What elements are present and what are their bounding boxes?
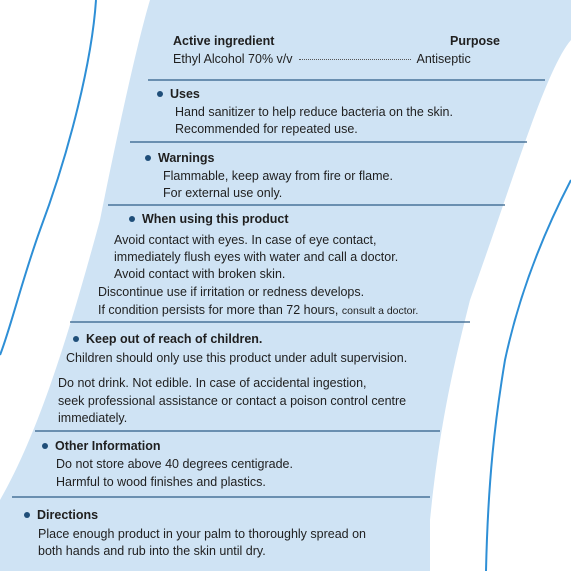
warnings-line: Flammable, keep away from fire or flame. xyxy=(163,169,393,183)
uses-line: Recommended for repeated use. xyxy=(175,122,358,136)
when-using-line: Discontinue use if irritation or redness develops. xyxy=(98,285,365,299)
children-line: seek professional assistance or contact a poison control centre xyxy=(58,394,407,408)
bullet-icon xyxy=(73,336,79,342)
bullet-icon xyxy=(129,216,135,222)
bullet-icon xyxy=(157,91,163,97)
other-info-line: Harmful to wood finishes and plastics. xyxy=(56,475,266,489)
uses-title: Uses xyxy=(157,86,200,103)
ingredient-name: Ethyl Alcohol 70% v/v xyxy=(173,52,293,66)
right-outline-curve xyxy=(486,180,571,571)
active-ingredient-heading: Active ingredient xyxy=(173,34,275,48)
bullet-icon xyxy=(145,155,151,161)
warnings-line: For external use only. xyxy=(163,186,283,200)
directions-line: Place enough product in your palm to thoroughly spread on xyxy=(38,527,366,541)
bullet-icon xyxy=(42,443,48,449)
when-using-title: When using this product xyxy=(129,211,289,228)
directions-title: Directions xyxy=(24,507,98,524)
when-using-line: immediately flush eyes with water and call a doctor. xyxy=(114,250,399,264)
uses-line: Hand sanitizer to help reduce bacteria on the skin. xyxy=(175,105,453,119)
children-line: Children should only use this product under adult supervision. xyxy=(66,351,408,365)
other-info-line: Do not store above 40 degrees centigrade. xyxy=(56,457,293,471)
warnings-title: Warnings xyxy=(145,150,214,167)
children-title: Keep out of reach of children. xyxy=(73,331,262,348)
children-line: Do not drink. Not edible. In case of accidental ingestion, xyxy=(58,376,367,390)
when-using-line: If condition persists for more than 72 hours, consult a doctor. xyxy=(98,303,419,317)
purpose-heading: Purpose xyxy=(450,34,501,48)
other-info-title: Other Information xyxy=(42,438,161,455)
when-using-line: Avoid contact with broken skin. xyxy=(114,267,286,281)
consult-doctor-text: consult a doctor. xyxy=(341,305,419,317)
directions-line: both hands and rub into the skin until dry. xyxy=(38,544,266,558)
ingredient-line xyxy=(173,51,471,68)
ingredient-purpose: Antiseptic xyxy=(416,52,471,66)
dotted-leader xyxy=(299,59,411,60)
children-line: immediately. xyxy=(58,411,128,425)
bullet-icon xyxy=(24,512,30,518)
when-using-line: Avoid contact with eyes. In case of eye contact, xyxy=(114,233,377,247)
